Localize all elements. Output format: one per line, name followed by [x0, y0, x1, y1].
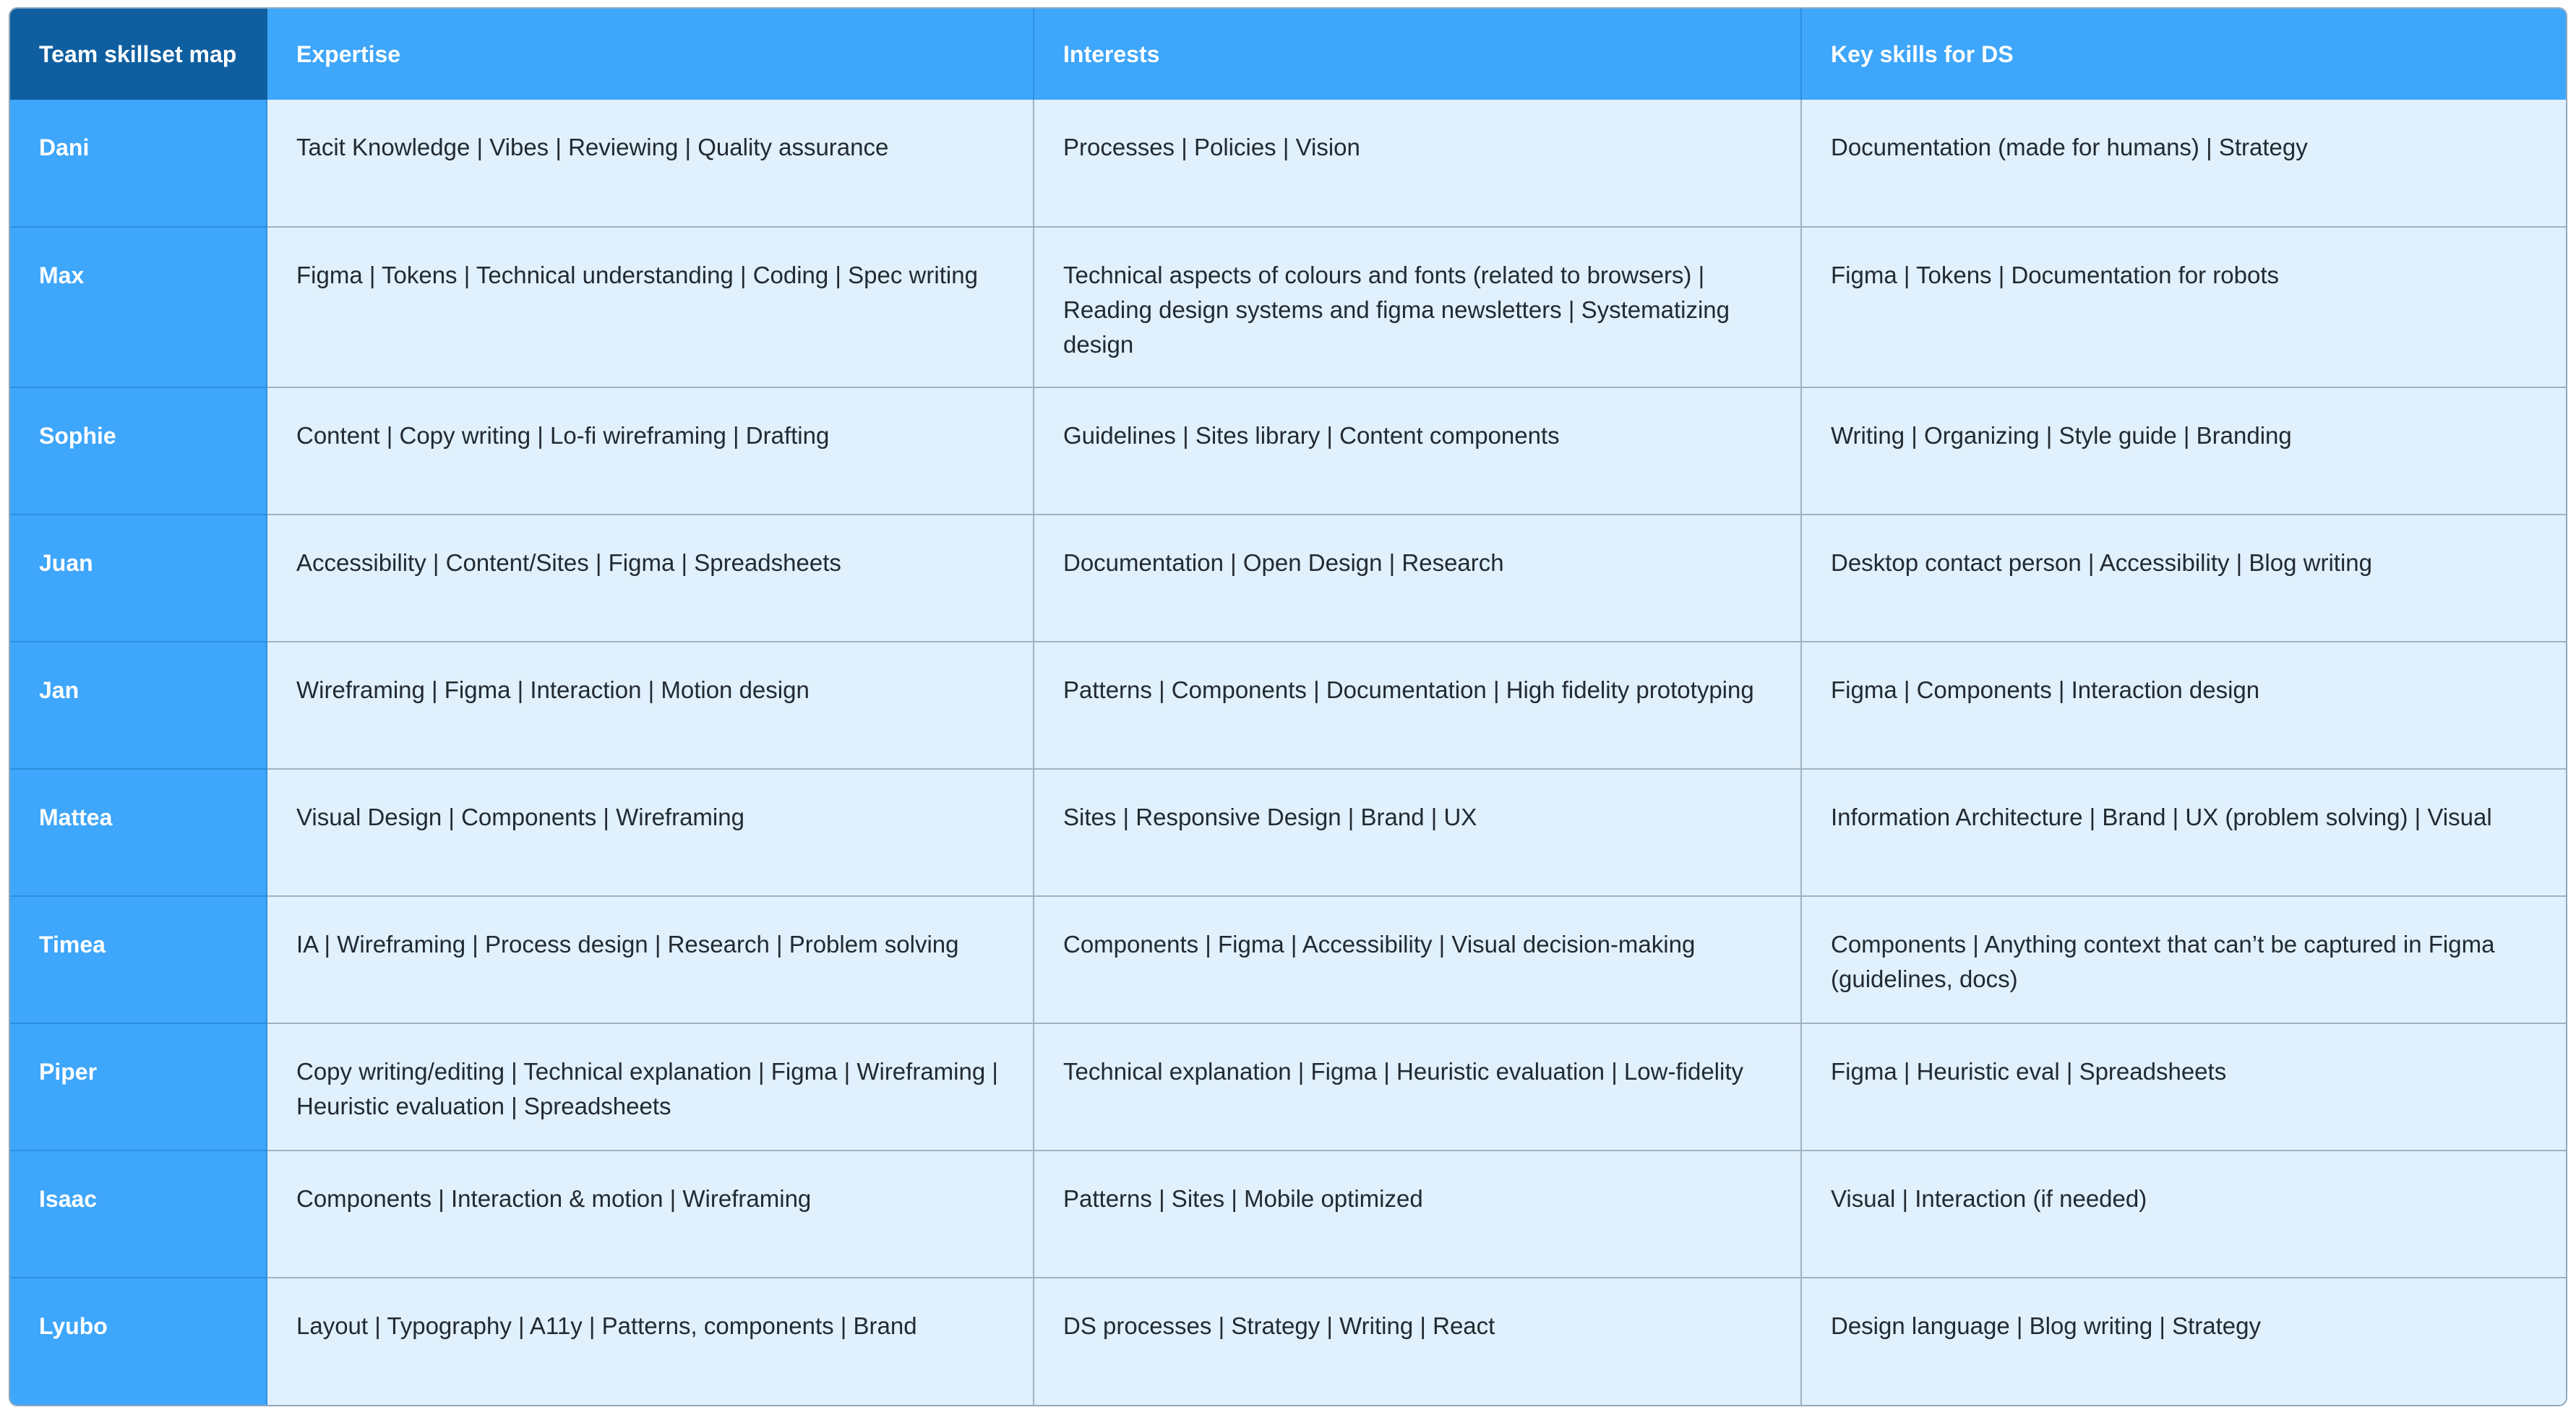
table-row — [10, 515, 2566, 642]
header-row — [10, 9, 2566, 100]
expertise-cell[interactable]: Content | Copy writing | Lo-fi wireframing | Drafting — [267, 387, 1034, 515]
key-skills-cell[interactable]: Components | Anything context that can’t be captured in Figma (guidelines, docs) — [1801, 896, 2566, 1023]
expertise-cell[interactable]: Accessibility | Content/Sites | Figma | Spreadsheets — [267, 515, 1034, 642]
row-name-cell: Lyubo — [10, 1278, 267, 1405]
table-row — [10, 1278, 2566, 1405]
column-header-key-skills: Key skills for DS — [1801, 9, 2566, 100]
interests-cell[interactable]: Technical explanation | Figma | Heuristic evaluation | Low-fidelity — [1034, 1023, 1801, 1151]
table-title: Team skillset map — [10, 9, 267, 100]
key-skills-cell[interactable]: Figma | Components | Interaction design — [1801, 642, 2566, 769]
interests-cell[interactable]: Technical aspects of colours and fonts (related to browsers) | Reading design systems and figma newsletters | Systematizing design — [1034, 227, 1801, 387]
row-name-cell: Timea — [10, 896, 267, 1023]
interests-cell[interactable]: Documentation | Open Design | Research — [1034, 515, 1801, 642]
skillset-table-frame — [9, 7, 2567, 1406]
expertise-cell[interactable]: IA | Wireframing | Process design | Research | Problem solving — [267, 896, 1034, 1023]
row-name-cell: Isaac — [10, 1151, 267, 1278]
table-row — [10, 100, 2566, 227]
row-name-cell: Juan — [10, 515, 267, 642]
row-name-cell: Sophie — [10, 387, 267, 515]
table-row — [10, 896, 2566, 1023]
table-row — [10, 642, 2566, 769]
table-row — [10, 1023, 2566, 1151]
interests-cell[interactable]: Processes | Policies | Vision — [1034, 100, 1801, 227]
expertise-cell[interactable]: Visual Design | Components | Wireframing — [267, 769, 1034, 896]
table-row — [10, 1151, 2566, 1278]
skillset-table — [10, 9, 2566, 1405]
interests-cell[interactable]: DS processes | Strategy | Writing | React — [1034, 1278, 1801, 1405]
key-skills-cell[interactable]: Design language | Blog writing | Strategy — [1801, 1278, 2566, 1405]
interests-cell[interactable]: Components | Figma | Accessibility | Visual decision-making — [1034, 896, 1801, 1023]
key-skills-cell[interactable]: Figma | Tokens | Documentation for robots — [1801, 227, 2566, 387]
table-row — [10, 387, 2566, 515]
expertise-cell[interactable]: Figma | Tokens | Technical understanding | Coding | Spec writing — [267, 227, 1034, 387]
interests-cell[interactable]: Guidelines | Sites library | Content components — [1034, 387, 1801, 515]
table-row — [10, 227, 2566, 387]
key-skills-cell[interactable]: Figma | Heuristic eval | Spreadsheets — [1801, 1023, 2566, 1151]
row-name-cell: Piper — [10, 1023, 267, 1151]
row-name-cell: Dani — [10, 100, 267, 227]
column-header-expertise: Expertise — [267, 9, 1034, 100]
interests-cell[interactable]: Patterns | Sites | Mobile optimized — [1034, 1151, 1801, 1278]
interests-cell[interactable]: Sites | Responsive Design | Brand | UX — [1034, 769, 1801, 896]
table-row — [10, 769, 2566, 896]
expertise-cell[interactable]: Tacit Knowledge | Vibes | Reviewing | Quality assurance — [267, 100, 1034, 227]
key-skills-cell[interactable]: Information Architecture | Brand | UX (problem solving) | Visual — [1801, 769, 2566, 896]
expertise-cell[interactable]: Wireframing | Figma | Interaction | Motion design — [267, 642, 1034, 769]
row-name-cell: Mattea — [10, 769, 267, 896]
row-name-cell: Max — [10, 227, 267, 387]
key-skills-cell[interactable]: Writing | Organizing | Style guide | Branding — [1801, 387, 2566, 515]
key-skills-cell[interactable]: Documentation (made for humans) | Strategy — [1801, 100, 2566, 227]
expertise-cell[interactable]: Components | Interaction & motion | Wireframing — [267, 1151, 1034, 1278]
expertise-cell[interactable]: Layout | Typography | A11y | Patterns, components | Brand — [267, 1278, 1034, 1405]
row-name-cell: Jan — [10, 642, 267, 769]
key-skills-cell[interactable]: Desktop contact person | Accessibility | Blog writing — [1801, 515, 2566, 642]
key-skills-cell[interactable]: Visual | Interaction (if needed) — [1801, 1151, 2566, 1278]
column-header-interests: Interests — [1034, 9, 1801, 100]
interests-cell[interactable]: Patterns | Components | Documentation | High fidelity prototyping — [1034, 642, 1801, 769]
expertise-cell[interactable]: Copy writing/editing | Technical explanation | Figma | Wireframing | Heuristic evaluation | Spreadsheets — [267, 1023, 1034, 1151]
